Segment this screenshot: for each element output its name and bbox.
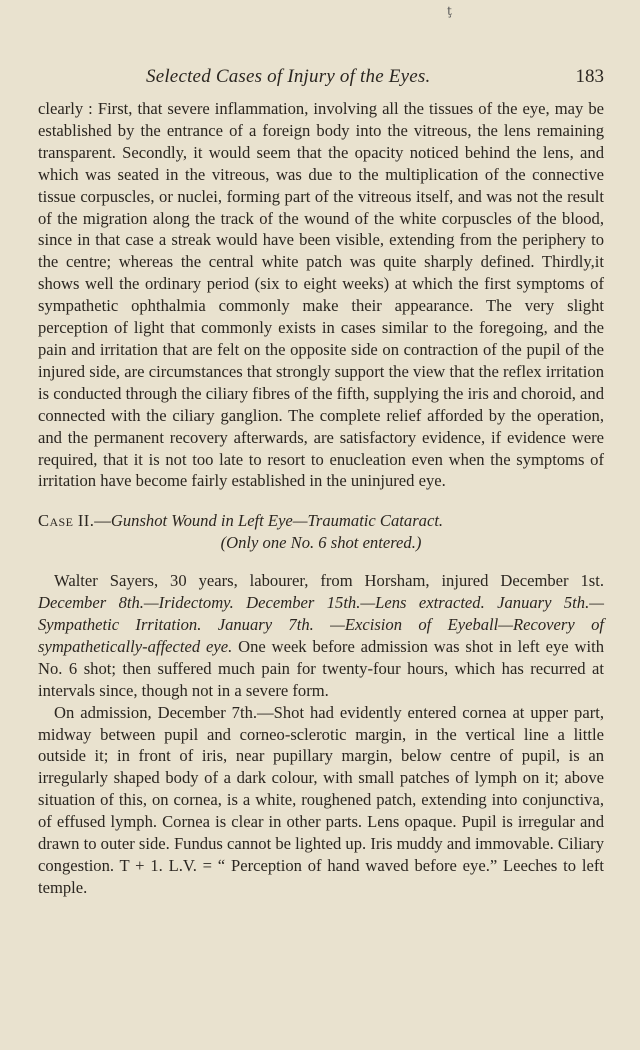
case-title: Gunshot Wound in Left Eye—Traumatic Cataract. (110, 511, 444, 531)
printer-mark: ţ (447, 4, 452, 18)
case-subtitle (38, 532, 604, 554)
page-number: 183 (575, 66, 604, 87)
case-label: Case II. (38, 511, 95, 531)
running-title: Selected Cases of Injury of the Eyes. (146, 66, 431, 87)
case-chronology: December 8th.—Iridectomy. December 15th.—Lens extracted. January 5th.—Sympathetic Irritation. January 7th. —Excision of Eyeball—Recovery of sympathetically-affected eye. (38, 593, 604, 656)
case-history: One week before admission was shot in left eye with No. 6 shot; then suffered much pain for twenty-four hours, which has recurred at intervals since, though not in a severe form. (38, 636, 604, 700)
case-subtitle-text: (Only one No. 6 shot entered.) (220, 533, 422, 553)
body-text (38, 98, 604, 899)
case-intro: Walter Sayers, 30 years, labourer, from Horsham, injured December 1st. (54, 571, 604, 591)
case-dash: — (94, 511, 111, 531)
page-header (38, 0, 604, 87)
case-heading (38, 510, 604, 532)
admission-paragraph: On admission, December 7th.—Shot had evidently entered cornea at upper part, midway between pupil and corneo-sclerotic margin, in the vertical line a little outside it; in front of iris, near pupillary margin, below centre of pupil, is an irregularly shaped body of a dark colour, with small patches of lymph on it; above situation of this, on cornea, is a white, roughened patch, extending into conjunctiva, of effused lymph. Cornea is clear in other parts. Lens opaque. Pupil is irregular and drawn to outer side. Fundus cannot be lighted up. Iris muddy and immovable. Ciliary congestion. T + 1. L.V. = “ Perception of hand waved before eye.” Leeches to left temple. (38, 702, 604, 897)
case-summary-paragraph (38, 570, 604, 701)
paragraph-continuation: clearly : First, that severe inflammation, involving all the tissues of the eye, may be established by the entrance of a foreign body into the vitreous, the lens remaining transparent. Secondly, it would seem that the opacity noticed behind the lens, and which was seated in the vitreous, was due to the multiplication of the connective tissue corpuscles, or nuclei, forming part of the vitreous itself, and was not the result of the migration along the track of the wound of the white corpuscles of the blood, since in that case a streak would have been visible, extending from the periphery to the centre; whereas the central white patch was quite sharply defined. Thirdly,it shows well the ordinary period (six to eight weeks) at which the first symptoms of sympathetic ophthalmia commonly make their appearance. The very slight perception of light that commonly exists in cases similar to the foregoing, and the pain and irritation that are felt on the opposite side on contraction of the pupil of the injured side, are circumstances that strongly support the view that the reflex irritation is conducted through the ciliary fibres of the fifth, supplying the iris and choroid, and connected with the ciliary ganglion. The complete relief afforded by the operation, and the permanent recovery afterwards, are satisfactory evidence, if evidence were required, that it is not too late to resort to enucleation even when the symptoms of irritation have become fairly established in the uninjured eye. (38, 99, 604, 491)
